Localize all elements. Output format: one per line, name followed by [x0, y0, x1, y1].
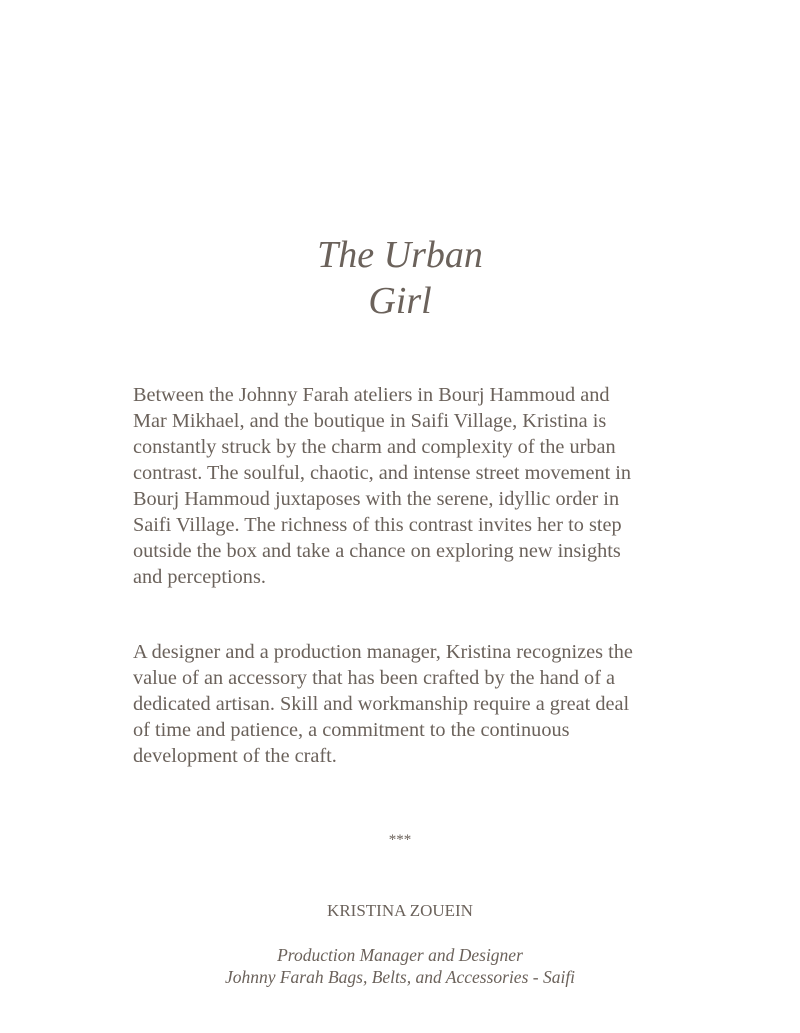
author-role	[0, 944, 800, 988]
section-separator: ***	[388, 832, 412, 848]
role-line-2: Johnny Farah Bags, Belts, and Accessories - Saifi	[224, 967, 576, 987]
title-line-2: Girl	[368, 280, 432, 322]
paragraph-line: development of the craft.	[133, 745, 337, 767]
paragraph-line: Saifi Village. The richness of this contrast invites her to step	[133, 514, 622, 536]
paragraph-line: dedicated artisan. Skill and workmanship require a great deal	[133, 693, 630, 715]
paragraph-line: Mar Mikhael, and the boutique in Saifi Village, Kristina is	[133, 410, 607, 432]
paragraph-line: outside the box and take a chance on exploring new insights	[133, 540, 621, 562]
author-name: KRISTINA ZOUEIN	[327, 901, 473, 920]
paragraph-line: of time and patience, a commitment to the continuous	[133, 719, 570, 741]
paragraph-line: Bourj Hammoud juxtaposes with the serene, idyllic order in	[133, 488, 620, 510]
page-title	[0, 232, 800, 324]
paragraph-intro	[133, 382, 693, 590]
paragraph-line: A designer and a production manager, Kristina recognizes the	[133, 641, 633, 663]
paragraph-line: and perceptions.	[133, 566, 266, 588]
role-line-1: Production Manager and Designer	[277, 945, 523, 965]
paragraph-line: constantly struck by the charm and complexity of the urban	[133, 436, 616, 458]
paragraph-designer	[133, 639, 693, 769]
title-line-1: The Urban	[317, 234, 483, 276]
paragraph-line: Between the Johnny Farah ateliers in Bourj Hammoud and	[133, 384, 610, 406]
paragraph-line: contrast. The soulful, chaotic, and intense street movement in	[133, 462, 632, 484]
paragraph-line: value of an accessory that has been crafted by the hand of a	[133, 667, 616, 689]
